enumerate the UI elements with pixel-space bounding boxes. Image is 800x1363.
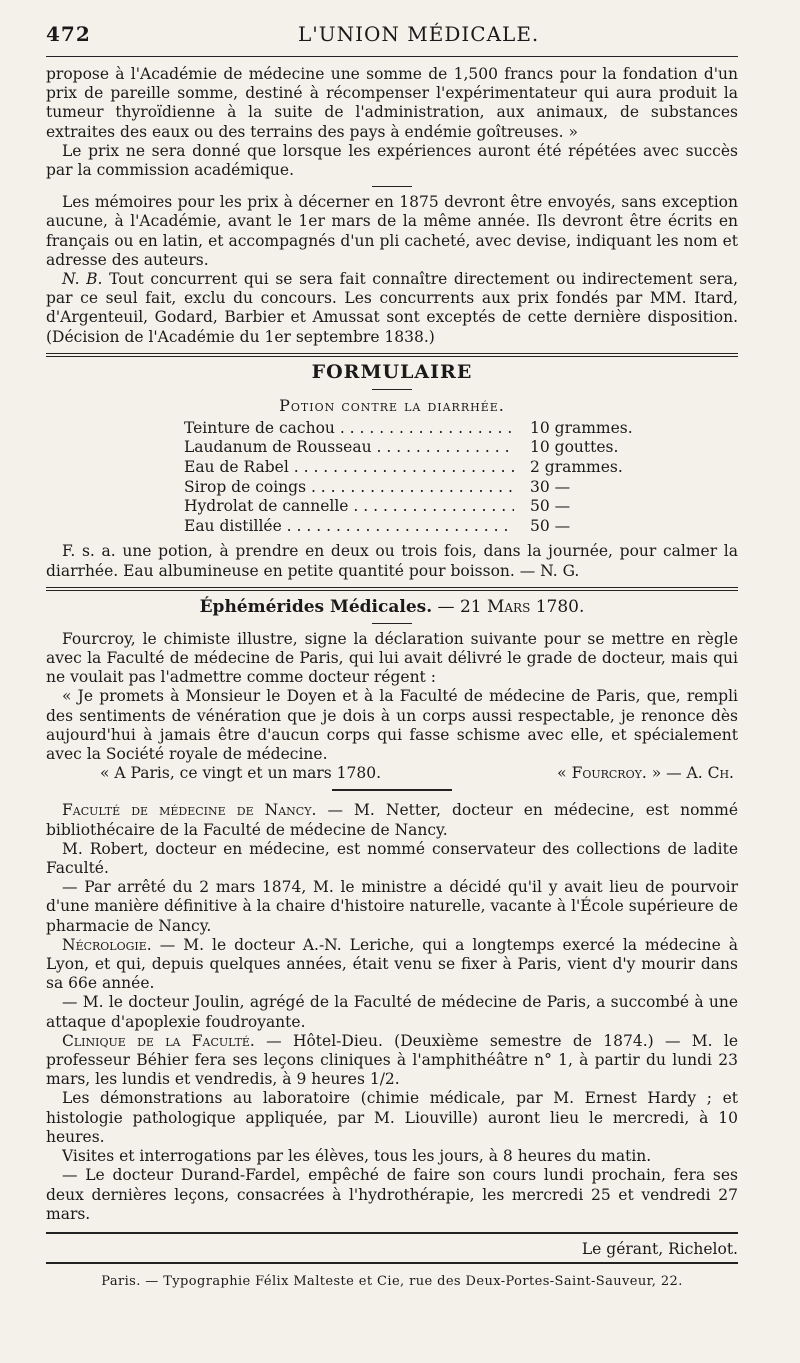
ingredient-name: Sirop de coings . . . bbox=[184, 478, 514, 498]
section-divider bbox=[46, 353, 738, 357]
news-item-lead: Clinique de la Faculté. bbox=[62, 1031, 255, 1050]
ephemerides-heading bbox=[46, 597, 738, 617]
news-item bbox=[46, 840, 738, 878]
ingredient-quantity: 10 gouttes. bbox=[530, 438, 619, 457]
news-item-lead: Nécrologie. bbox=[62, 935, 152, 954]
formulaire-title: FORMULAIRE bbox=[311, 360, 473, 383]
intro-paragraph-2: Le prix ne sera donné que lorsque les expériences auront été répétées avec succès par la commission académique. bbox=[46, 141, 738, 180]
intro-paragraph-1: propose à l'Académie de médecine une somme de 1,500 francs pour la fondation d'un prix de pareille somme, destiné à récompenser l'expérimentateur qui aura produit la tumeur thyroïdienne à la suite de l'administration, aux animaux, de substances extraites des eaux ou des terrains des pays à endémie goîtreuses. » bbox=[46, 65, 738, 141]
recipe-instructions: F. s. a. une potion, à prendre en deux ou trois fois, dans la journée, pour calmer la diarrhée. Eau albumineuse en petite quantité pour boisson. — N. G. bbox=[46, 542, 738, 580]
ingredient-name: Teinture de cachou . . . bbox=[184, 419, 514, 439]
news-item-text: — Hôtel-Dieu. (Deuxième semestre de 1874.) — M. le professeur Béhier fera ses leçons cliniques à l'amphithéâtre n° 1, à partir du lundi 23 mars, les lundis et vendredis, à 9 heures 1/2. bbox=[46, 1031, 739, 1089]
ephemerides-signature bbox=[46, 764, 738, 783]
news-item-text: Visites et interrogations par les élèves, tous les jours, à 8 heures du matin. bbox=[62, 1147, 652, 1166]
recipe-ingredient-row bbox=[184, 497, 624, 517]
journal-title: L'UNION MÉDICALE. bbox=[298, 22, 540, 46]
page-header bbox=[46, 22, 738, 57]
recipe-list bbox=[184, 418, 633, 537]
ingredient-name: Laudanum de Rousseau . . . bbox=[184, 438, 514, 458]
news-item-text: — M. le docteur A.-N. Leriche, qui a longtemps exercé la médecine à Lyon, et qui, depuis quelques années, était venu se fixer à Paris, vient d'y mourir dans sa 66e année. bbox=[46, 935, 738, 993]
ingredient-quantity: 30 — bbox=[530, 477, 571, 496]
gerant-signature: Le gérant, Richelot. bbox=[581, 1239, 738, 1258]
recipe-ingredient-row bbox=[184, 458, 624, 478]
ephemerides-section bbox=[46, 597, 738, 784]
separator bbox=[332, 789, 452, 791]
news-item-lead: Faculté de médecine de Nancy. bbox=[62, 801, 317, 820]
news-item-text: — Par arrêté du 2 mars 1874, M. le ministre a décidé qu'il y avait lieu de pourvoir d'une manière définitive à la chaire d'histoire naturelle, vacante à l'École supérieure de pharmacie de Nancy. bbox=[46, 878, 738, 935]
recipe-title: Potion contre la diarrhée. bbox=[279, 395, 505, 415]
signature-name: « Fourcroy. » — A. Ch. bbox=[557, 764, 734, 783]
news-item-text: M. Robert, docteur en médecine, est nommé conservateur des collections de ladite Faculté. bbox=[46, 839, 738, 878]
ingredient-quantity: 10 grammes. bbox=[530, 418, 633, 437]
news-section bbox=[46, 801, 738, 1223]
section-divider bbox=[46, 587, 738, 591]
page-number: 472 bbox=[46, 22, 91, 46]
footer-divider bbox=[46, 1262, 738, 1264]
intro-paragraph-4 bbox=[46, 270, 738, 347]
recipe-ingredient-row bbox=[184, 517, 624, 537]
separator bbox=[372, 389, 412, 390]
ephemerides-paragraph-2: « Je promets à Monsieur le Doyen et à la Faculté de médecine de Paris, que, rempli des sentiments de vénération que je dois à un corps aussi respectable, je renonce dès aujourd'hui à jamais être d'aucun corps qui fasse schisme avec elle, et spécialement avec la Société royale de médecine. bbox=[46, 687, 738, 764]
ephemerides-paragraph-1: Fourcroy, le chimiste illustre, signe la déclaration suivante pour se mettre en règle avec la Faculté de médecine de Paris, qui lui avait délivré le grade de docteur, mais qui ne voulait pas l'admettre comme docteur régent : bbox=[46, 629, 738, 687]
news-item bbox=[46, 936, 738, 994]
intro-paragraph-3: Les mémoires pour les prix à décerner en 1875 devront être envoyés, sans exception aucune, à l'Académie, avant le 1er mars de la même année. Ils devront être écrits en français ou en latin, et accompagnés d'un pli cacheté, avec devise, indiquant les nom et adresse des auteurs. bbox=[46, 193, 738, 269]
news-item bbox=[46, 1089, 738, 1147]
news-item bbox=[46, 993, 738, 1031]
nb-text: Tout concurrent qui se sera fait connaître directement ou indirectement sera, par ce seul fait, exclu du concours. Les concurrents aux prix fondés par MM. Itard, d'Argenteuil, Godard, Barbier et Amussat sont exceptés de cette dernière disposition. (Décision de l'Académie du 1er septembre 1838.) bbox=[46, 270, 738, 346]
news-item bbox=[46, 1166, 738, 1224]
ingredient-name: Eau distillée . . . bbox=[184, 517, 514, 537]
news-item bbox=[46, 1147, 738, 1166]
recipe-ingredient-row bbox=[184, 418, 633, 439]
ingredient-name: Hydrolat de cannelle . . . bbox=[184, 497, 514, 517]
news-item bbox=[46, 878, 738, 936]
ingredient-quantity: 50 — bbox=[530, 516, 571, 535]
intro-section bbox=[46, 65, 738, 347]
nb-lead: N. B. bbox=[62, 270, 103, 289]
separator bbox=[372, 186, 412, 187]
news-item-text: — M. Netter, docteur en médecine, est nommé bibliothécaire de la Faculté de médecine de Nancy. bbox=[46, 801, 738, 839]
news-item-text: Les démonstrations au laboratoire (chimie médicale, par M. Ernest Hardy ; et histologie pathologique appliquée, par M. Liouville) auront lieu le mercredi, à 10 heures. bbox=[46, 1089, 738, 1146]
printer-imprint: Paris. — Typographie Félix Malteste et Cie, rue des Deux-Portes-Saint-Sauveur, 22. bbox=[101, 1273, 683, 1289]
ephemerides-date: — 21 Mars 1780. bbox=[432, 596, 585, 617]
news-item-text: — M. le docteur Joulin, agrégé de la Faculté de médecine de Paris, a succombé à une attaque d'apoplexie foudroyante. bbox=[46, 993, 738, 1031]
ephemerides-title: Éphémérides Médicales. bbox=[199, 596, 433, 617]
ingredient-quantity: 50 — bbox=[530, 497, 571, 516]
separator bbox=[372, 623, 412, 624]
news-item bbox=[46, 1032, 738, 1090]
ingredient-quantity: 2 grammes. bbox=[530, 458, 623, 477]
news-item-text: — Le docteur Durand-Fardel, empêché de faire son cours lundi prochain, fera ses deux dernières leçons, consacrées à l'hydrothérapie, les mercredi 25 et vendredi 27 mars. bbox=[46, 1166, 738, 1223]
news-item bbox=[46, 801, 738, 839]
recipe-ingredient-row bbox=[184, 438, 624, 458]
footer-divider bbox=[46, 1232, 738, 1234]
signature-place-date: « A Paris, ce vingt et un mars 1780. bbox=[100, 764, 382, 783]
ingredient-name: Eau de Rabel . . . bbox=[184, 458, 514, 478]
recipe-ingredient-row bbox=[184, 478, 624, 498]
formulaire-section bbox=[46, 361, 738, 581]
